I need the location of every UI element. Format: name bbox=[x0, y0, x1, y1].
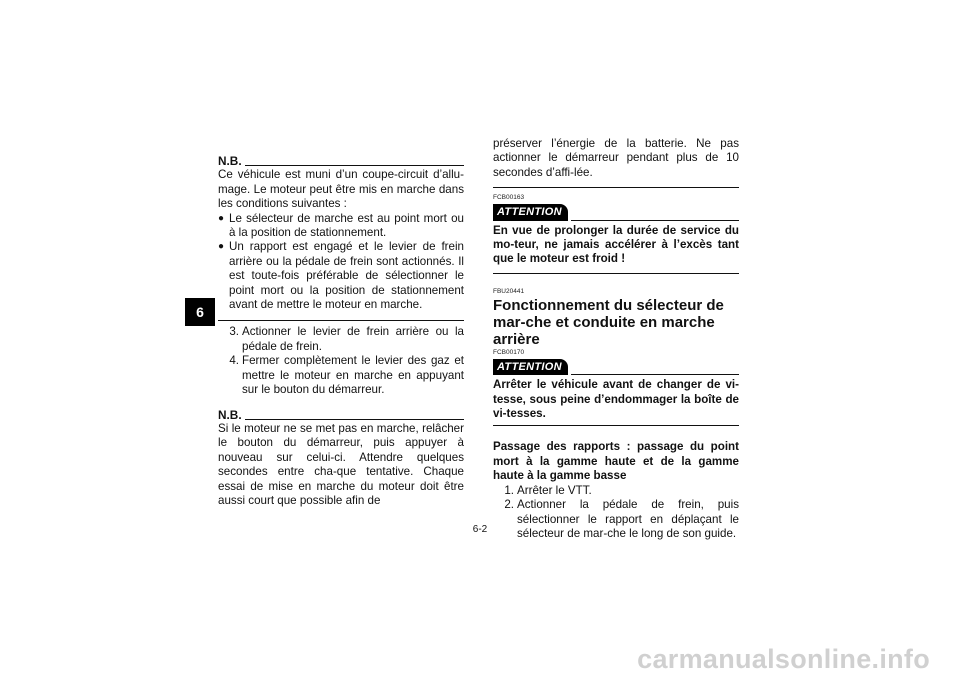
caution-end-rule bbox=[493, 273, 739, 274]
nb-rule bbox=[245, 165, 464, 166]
caution-top-rule bbox=[493, 187, 739, 188]
nb-rule bbox=[245, 419, 464, 420]
chapter-tab-label: 6 bbox=[196, 304, 204, 320]
continuation-text: préserver l’énergie de la batterie. Ne pas actionner le démarreur pendant plus de 10 secondes d’affi-lée. bbox=[493, 137, 739, 179]
attention-rule bbox=[571, 374, 739, 375]
step-text: Arrêter le VTT. bbox=[517, 483, 592, 497]
step-item bbox=[218, 354, 464, 397]
caution-header bbox=[493, 359, 739, 375]
bullet-item bbox=[218, 212, 464, 241]
step-number: 3. bbox=[229, 325, 239, 339]
steps-list bbox=[218, 325, 464, 397]
step-number: 1. bbox=[504, 483, 514, 497]
step-item bbox=[218, 325, 464, 354]
step-number: 2. bbox=[504, 498, 514, 512]
nb-label: N.B. bbox=[218, 407, 242, 422]
section-code: FBU20441 bbox=[493, 287, 525, 295]
page-number: 6-2 bbox=[472, 524, 488, 535]
caution-text: Arrêter le véhicule avant de changer de vi-tesse, sous peine d’endommager la boîte de vi-tesses. bbox=[493, 378, 739, 421]
step-text: Actionner la pédale de frein, puis sélectionner le rapport en déplaçant le sélecteur de mar-che le long de son guide. bbox=[517, 498, 739, 540]
step-text: Actionner le levier de frein arrière ou la pédale de frein. bbox=[242, 325, 464, 353]
nb-heading-1 bbox=[218, 154, 464, 168]
nb-label: N.B. bbox=[218, 154, 242, 168]
subheading: Passage des rapports : passage du point mort à la gamme haute et de la gamme haute à la gamme basse bbox=[493, 440, 739, 483]
chapter-tab bbox=[185, 298, 215, 326]
caution-header bbox=[493, 204, 739, 220]
left-column bbox=[218, 154, 464, 508]
nb-heading-2 bbox=[218, 408, 464, 422]
step-item bbox=[493, 484, 739, 498]
bullet-text: Un rapport est engagé et le levier de frein arrière ou la pédale de frein sont actionnés. Il est toute-fois préférable de sélectionner le point mort ou la position de stationnement avant de mettre le moteur en marche. bbox=[229, 240, 464, 312]
attention-label: ATTENTION bbox=[493, 204, 568, 220]
nb-end-rule bbox=[218, 320, 464, 321]
step-number: 4. bbox=[229, 354, 239, 368]
caution-code: FCB00170 bbox=[493, 348, 525, 356]
attention-rule bbox=[571, 220, 739, 221]
caution-text: En vue de prolonger la durée de service du mo-teur, ne jamais accélérer à l’excès tant que le moteur est froid ! bbox=[493, 223, 739, 266]
caution-end-rule bbox=[493, 425, 739, 426]
step-text: Fermer complètement le levier des gaz et mettre le moteur en marche en appuyant sur le bouton du démarreur. bbox=[242, 354, 464, 397]
filled-circle-bullet-icon: ● bbox=[218, 212, 225, 224]
filled-circle-bullet-icon: ● bbox=[218, 241, 225, 253]
right-column bbox=[493, 137, 739, 541]
section-title: Fonctionnement du sélecteur de mar-che et conduite en marche arrière bbox=[493, 296, 724, 348]
attention-label: ATTENTION bbox=[493, 359, 568, 375]
caution-code: FCB00163 bbox=[493, 194, 525, 202]
nb-2-text: Si le moteur ne se met pas en marche, relâcher le bouton du démarreur, puis appuyer à nouveau sur celui-ci. Attendre quelques secondes entre cha-que tentative. Chaque essai de mise en marche du moteur doit être aussi court que possible afin de bbox=[218, 421, 464, 507]
bullet-item bbox=[218, 240, 464, 312]
bullet-text: Le sélecteur de marche est au point mort ou à la position de stationnement. bbox=[229, 211, 464, 240]
watermark: carmanualsonline.info bbox=[637, 644, 930, 674]
nb-intro-text: Ce véhicule est muni d’un coupe-circuit d’allu-mage. Le moteur peut être mis en marche dans les conditions suivantes : bbox=[218, 168, 464, 211]
